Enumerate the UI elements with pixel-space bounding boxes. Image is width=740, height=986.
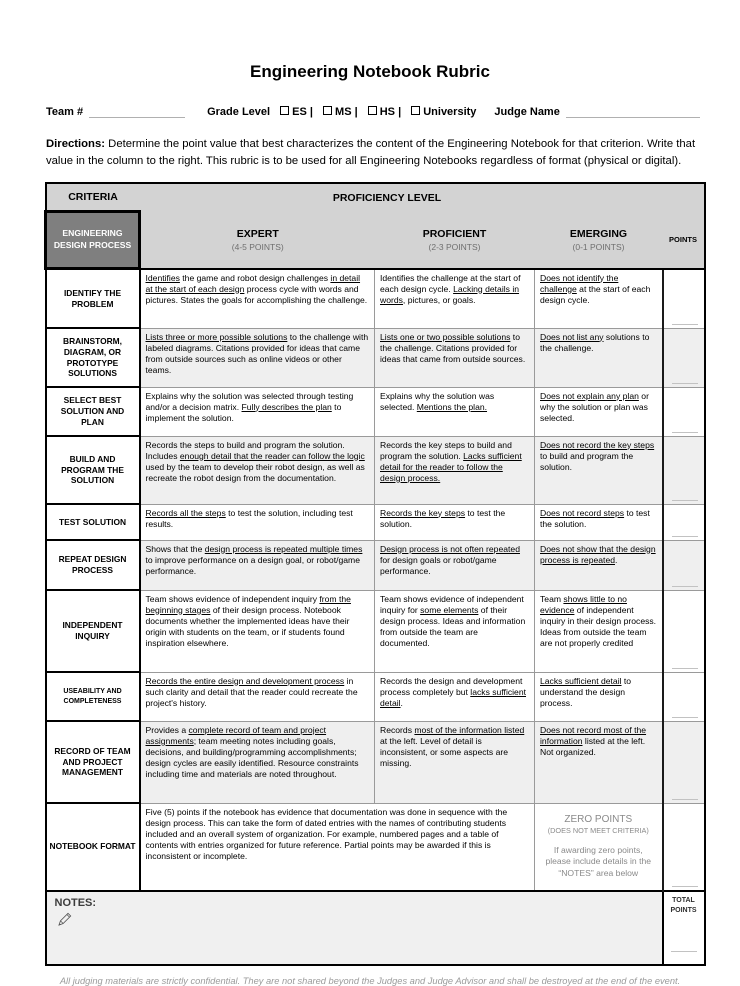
total-points-write-line[interactable] bbox=[671, 951, 697, 952]
grade-checkbox-university[interactable] bbox=[411, 106, 420, 115]
header-fields-row bbox=[46, 104, 700, 118]
grade-option-label: HS bbox=[379, 106, 396, 118]
emerging-label: EMERGING bbox=[569, 227, 628, 240]
grade-level-options bbox=[273, 106, 476, 118]
emerging-cell: Lacks sufficient detail to understand the design process. bbox=[535, 672, 663, 721]
grade-level-label: Grade Level bbox=[207, 106, 271, 118]
rubric-row bbox=[46, 721, 705, 803]
expert-cell: Lists three or more possible solutions to the challenge with labeled diagrams. Citations provided for ideas that came from outside sources such as online videos or other teams. bbox=[140, 328, 375, 387]
proficient-cell: Explains why the solution was selected. Mentions the plan. bbox=[375, 387, 535, 436]
pencil-icon bbox=[57, 911, 73, 927]
points-write-line[interactable] bbox=[672, 668, 698, 669]
proficient-points-range: (2-3 POINTS) bbox=[428, 241, 481, 252]
notes-row bbox=[46, 891, 705, 965]
criterion-label: NOTEBOOK FORMAT bbox=[46, 803, 140, 891]
total-points-label: TOTAL POINTS bbox=[670, 896, 697, 914]
expert-cell: Team shows evidence of independent inquiry from the beginning stages of their design process. Notebook documents whether the implemented ideas have their origin with students on the team, or if students found inspiration elsewhere. bbox=[140, 590, 375, 672]
proficient-cell: Team shows evidence of independent inquiry for some elements of their design process. Ideas and information from outside the team are documented. bbox=[375, 590, 535, 672]
points-write-line[interactable] bbox=[672, 536, 698, 537]
directions-paragraph bbox=[46, 136, 702, 170]
emerging-cell: Does not record most of the information listed at the left. Not organized. bbox=[535, 721, 663, 803]
expert-label: EXPERT bbox=[236, 227, 279, 240]
points-write-line[interactable] bbox=[672, 383, 698, 384]
grade-option-label: University bbox=[423, 106, 477, 118]
criterion-label: BRAINSTORM, DIAGRAM, OR PROTOTYPE SOLUTIONS bbox=[46, 328, 140, 387]
notebook-format-row bbox=[46, 803, 705, 891]
proficient-cell: Identifies the challenge at the start of each design cycle. Lacking details in words, pictures, or goals. bbox=[375, 269, 535, 329]
proficient-cell: Records the key steps to build and program the solution. Lacks sufficient detail for the reader to follow the design process. bbox=[375, 436, 535, 504]
points-write-line[interactable] bbox=[672, 432, 698, 433]
criterion-label: IDENTIFY THE PROBLEM bbox=[46, 269, 140, 329]
criterion-label: USEABILITY AND COMPLETENESS bbox=[46, 672, 140, 721]
notes-label: NOTES: bbox=[54, 896, 97, 909]
expert-cell: Records all the steps to test the solution, including test results. bbox=[140, 504, 375, 540]
criterion-label: TEST SOLUTION bbox=[46, 504, 140, 540]
expert-cell: Identifies the game and robot design challenges in detail at the start of each design process cycle with words and pictures. States the goals for accomplishing the challenge. bbox=[140, 269, 375, 329]
emerging-cell: Does not show that the design process is repeated. bbox=[535, 540, 663, 590]
grade-option-label: MS bbox=[335, 106, 352, 118]
grade-option-separator: | bbox=[306, 106, 317, 118]
grade-checkbox-hs[interactable] bbox=[368, 106, 377, 115]
emerging-cell: Team shows little to no evidence of independent inquiry in their design process. Ideas from outside the team are not properly credited bbox=[535, 590, 663, 672]
notebook-format-description: Five (5) points if the notebook has evidence that documentation was done in sequence with the design process. This can take the form of dated entries with the names of contributing students included and an overall system of organization. For example, numbered pages and a table of contents with entries organized for future reference. Partial points may be awarded if this is inconsistent or incomplete. bbox=[140, 803, 535, 891]
proficient-cell: Design process is not often repeated for design goals or robot/game performance. bbox=[375, 540, 535, 590]
proficiency-level-header: PROFICIENCY LEVEL bbox=[140, 183, 705, 212]
points-cell[interactable] bbox=[663, 803, 705, 891]
judge-name-label: Judge Name bbox=[494, 106, 560, 118]
points-write-line[interactable] bbox=[672, 500, 698, 501]
zero-points-cell bbox=[535, 803, 663, 891]
grade-option-separator: | bbox=[351, 106, 361, 118]
points-cell[interactable] bbox=[663, 387, 705, 436]
rubric-row bbox=[46, 269, 705, 329]
rubric-row bbox=[46, 504, 705, 540]
points-write-line[interactable] bbox=[672, 799, 698, 800]
emerging-column-header bbox=[535, 212, 663, 269]
points-cell[interactable] bbox=[663, 436, 705, 504]
rubric-row bbox=[46, 387, 705, 436]
expert-cell: Records the steps to build and program the solution. Includes enough detail that the reader can follow the logic used by the team to develop their robot design, as well as recreate the robot design from the documentation. bbox=[140, 436, 375, 504]
points-cell[interactable] bbox=[663, 721, 705, 803]
expert-column-header bbox=[140, 212, 375, 269]
criterion-label: RECORD OF TEAM AND PROJECT MANAGEMENT bbox=[46, 721, 140, 803]
points-write-line[interactable] bbox=[672, 886, 698, 887]
grade-checkbox-ms[interactable] bbox=[323, 106, 332, 115]
expert-cell: Shows that the design process is repeated multiple times to improve performance on a design goal, or robot/game performance. bbox=[140, 540, 375, 590]
criterion-label: INDEPENDENT INQUIRY bbox=[46, 590, 140, 672]
points-write-line[interactable] bbox=[672, 717, 698, 718]
criterion-label: SELECT BEST SOLUTION AND PLAN bbox=[46, 387, 140, 436]
rubric-row bbox=[46, 436, 705, 504]
confidentiality-footer: All judging materials are strictly confidential. They are not shared beyond the Judges and Judge Advisor and shall be destroyed at the end of the event. bbox=[59, 975, 681, 986]
team-number-label: Team # bbox=[46, 106, 84, 118]
grade-option-separator: | bbox=[395, 106, 405, 118]
emerging-cell: Does not identify the challenge at the start of each design cycle. bbox=[535, 269, 663, 329]
rubric-row bbox=[46, 328, 705, 387]
notes-area[interactable] bbox=[46, 891, 663, 965]
proficient-cell: Lists one or two possible solutions to the challenge. Citations provided for ideas that came from outside sources. bbox=[375, 328, 535, 387]
emerging-cell: Does not explain any plan or why the solution or plan was selected. bbox=[535, 387, 663, 436]
total-points-cell[interactable] bbox=[663, 891, 705, 965]
table-header-row-1 bbox=[46, 183, 705, 212]
points-cell[interactable] bbox=[663, 328, 705, 387]
points-write-line[interactable] bbox=[672, 324, 698, 325]
emerging-points-range: (0-1 POINTS) bbox=[572, 241, 625, 252]
points-cell[interactable] bbox=[663, 504, 705, 540]
engineering-design-process-header: ENGINEERING DESIGN PROCESS bbox=[46, 212, 140, 269]
proficient-cell: Records the key steps to test the solution. bbox=[375, 504, 535, 540]
table-header-row-2 bbox=[46, 212, 705, 269]
expert-cell: Provides a complete record of team and project assignments; team meeting notes including goals, decisions, and building/programming accomplishments; design cycles are easily identified. Resource constraints including time and materials are noted throughout. bbox=[140, 721, 375, 803]
criterion-label: REPEAT DESIGN PROCESS bbox=[46, 540, 140, 590]
points-write-line[interactable] bbox=[672, 586, 698, 587]
criteria-header: CRITERIA bbox=[46, 183, 140, 212]
points-column-header: POINTS bbox=[663, 212, 705, 269]
proficient-label: PROFICIENT bbox=[422, 227, 487, 240]
proficient-column-header bbox=[375, 212, 535, 269]
directions-label: Directions: bbox=[46, 138, 106, 150]
expert-cell: Records the entire design and development process in such clarity and detail that the reader could recreate the project's history. bbox=[140, 672, 375, 721]
team-number-field[interactable] bbox=[89, 104, 185, 118]
proficient-cell: Records most of the information listed at the left. Level of detail is inconsistent, or some aspects are missing. bbox=[375, 721, 535, 803]
zero-points-subtitle: (DOES NOT MEET CRITERIA) bbox=[547, 825, 649, 835]
grade-option-label: ES bbox=[292, 106, 307, 118]
points-cell[interactable] bbox=[663, 590, 705, 672]
grade-checkbox-es[interactable] bbox=[280, 106, 289, 115]
points-cell[interactable] bbox=[663, 540, 705, 590]
page-title: Engineering Notebook Rubric bbox=[250, 62, 490, 81]
rubric-row bbox=[46, 590, 705, 672]
rubric-row bbox=[46, 540, 705, 590]
judge-name-field[interactable] bbox=[566, 104, 700, 118]
zero-points-title: ZERO POINTS bbox=[564, 813, 633, 825]
rubric-row bbox=[46, 672, 705, 721]
emerging-cell: Does not list any solutions to the challenge. bbox=[535, 328, 663, 387]
grade-level-group bbox=[207, 106, 476, 118]
emerging-cell: Does not record steps to test the solution. bbox=[535, 504, 663, 540]
emerging-cell: Does not record the key steps to build and program the solution. bbox=[535, 436, 663, 504]
points-cell[interactable] bbox=[663, 269, 705, 329]
expert-cell: Explains why the solution was selected through testing and/or a decision matrix. Fully describes the plan to implement the solution. bbox=[140, 387, 375, 436]
points-cell[interactable] bbox=[663, 672, 705, 721]
directions-text: Determine the point value that best characterizes the content of the Engineering Notebook for that criterion. Write that value in the column to the right. This rubric is to be used for all Engineering Notebooks regardless of format (physical or digital). bbox=[46, 138, 696, 167]
expert-points-range: (4-5 POINTS) bbox=[231, 241, 284, 252]
zero-points-note: If awarding zero points, please include details in the “NOTES” area below bbox=[545, 844, 652, 878]
proficient-cell: Records the design and development process completely but lacks sufficient detail. bbox=[375, 672, 535, 721]
rubric-table bbox=[44, 182, 706, 966]
criterion-label: BUILD AND PROGRAM THE SOLUTION bbox=[46, 436, 140, 504]
